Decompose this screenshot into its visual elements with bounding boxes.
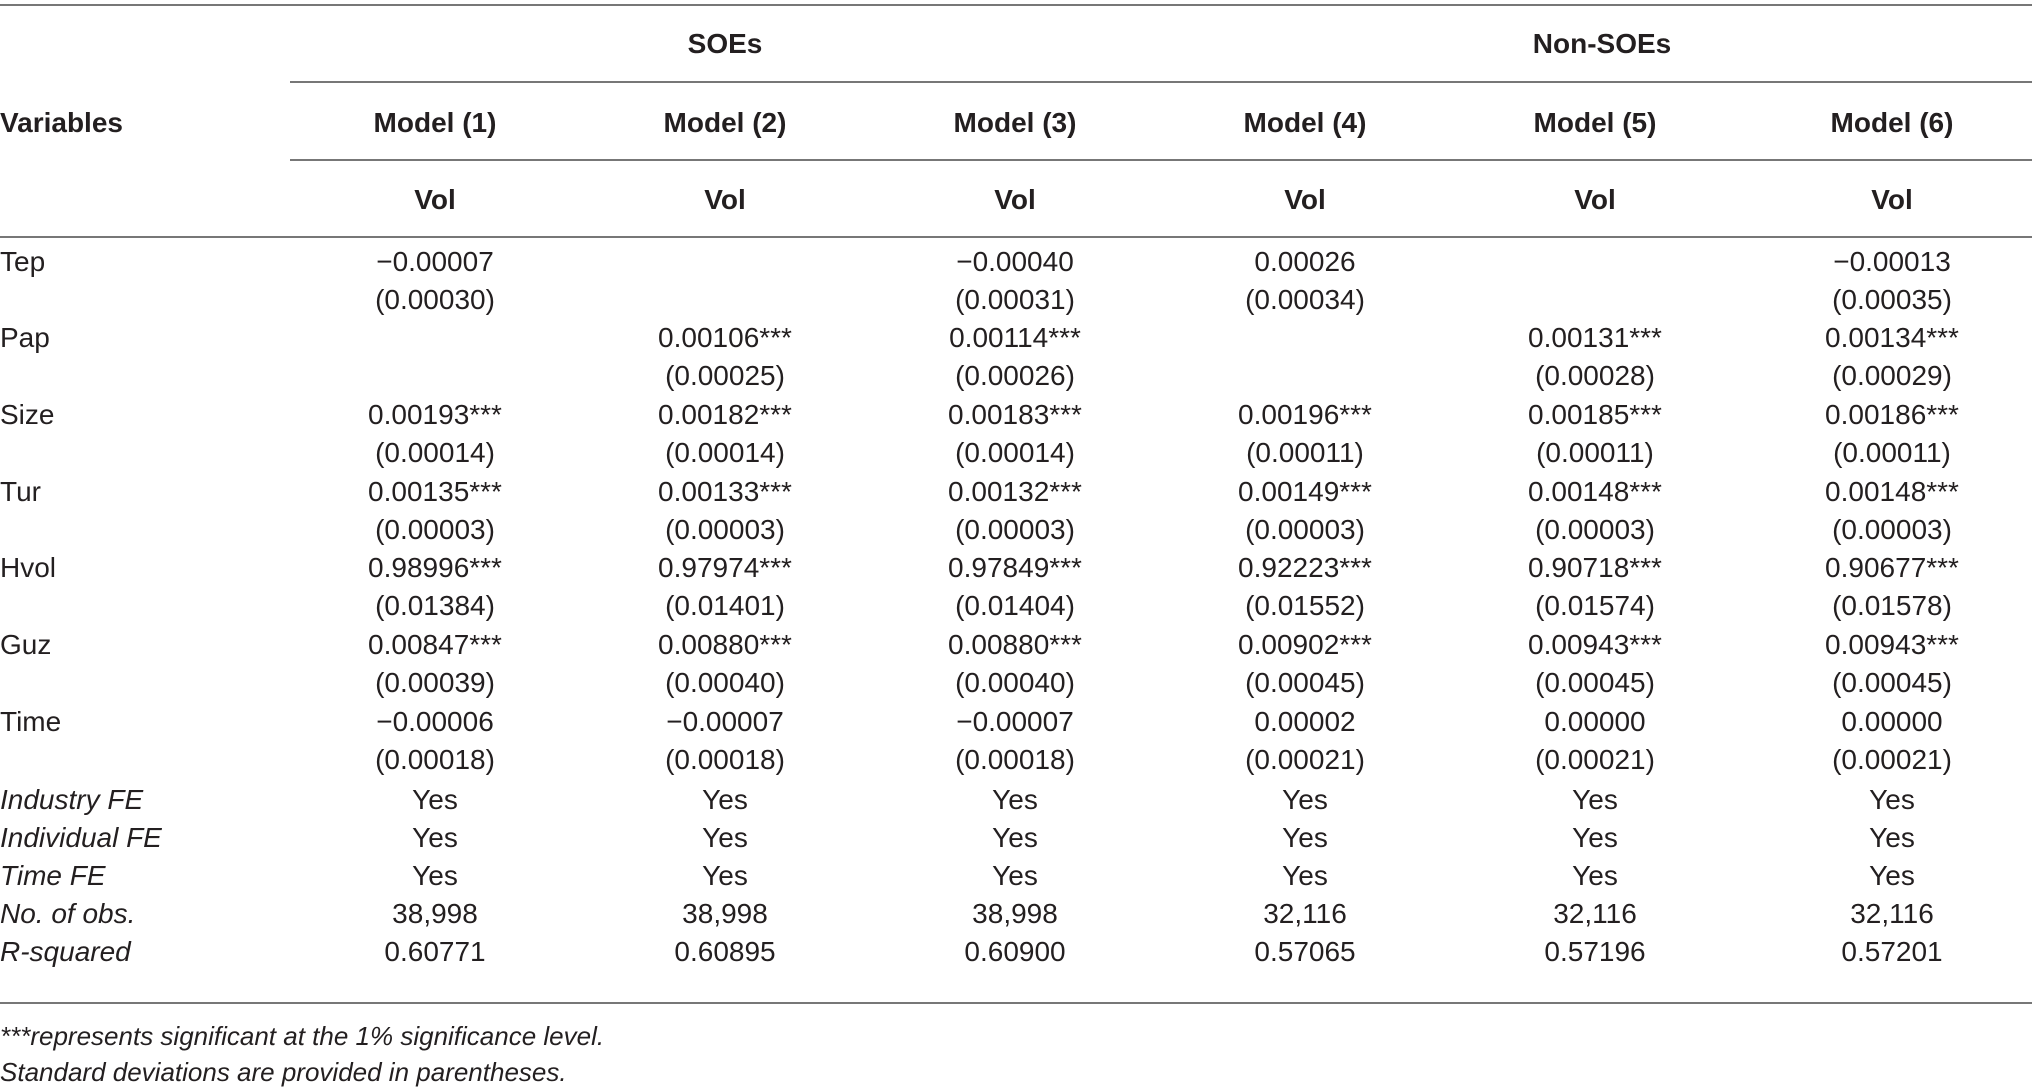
row-label: Size	[0, 399, 55, 430]
group-label-soes: SOEs	[687, 28, 763, 59]
row-label: Hvol	[0, 552, 57, 583]
coefficient-cell: 0.00196***	[1238, 399, 1372, 430]
standard-error-cell: (0.00035)	[1832, 284, 1952, 315]
coefficient-cell: 0.00943***	[1528, 629, 1662, 660]
standard-error-cell: (0.00011)	[1246, 437, 1364, 468]
row-label: Tur	[0, 476, 41, 507]
standard-error-cell: (0.01404)	[955, 590, 1075, 621]
coefficient-cell: 0.00847***	[368, 629, 502, 660]
coefficient-cell: 0.00148***	[1825, 476, 1959, 507]
stat-value-cell: Yes	[992, 822, 1038, 853]
standard-error-cell: (0.00003)	[1245, 514, 1365, 545]
standard-error-cell: (0.00031)	[955, 284, 1075, 315]
standard-error-cell: (0.00003)	[665, 514, 785, 545]
model-header: Model (2)	[663, 107, 787, 138]
coefficient-cell: −0.00007	[376, 246, 494, 277]
coefficient-cell: −0.00040	[956, 246, 1074, 277]
coefficient-cell: 0.00135***	[368, 476, 502, 507]
standard-error-cell: (0.00040)	[665, 667, 785, 698]
coefficient-cell: 0.00182***	[658, 399, 792, 430]
standard-error-cell: (0.00014)	[375, 437, 495, 468]
coefficient-cell: 0.00943***	[1825, 629, 1959, 660]
standard-error-cell: (0.00039)	[375, 667, 495, 698]
top-rule	[0, 4, 2032, 6]
coefficient-cell: 0.00000	[1841, 706, 1943, 737]
standard-error-cell: (0.00011)	[1833, 437, 1951, 468]
stat-value-cell: Yes	[1572, 784, 1618, 815]
stat-value-cell: Yes	[412, 822, 458, 853]
model-header: Model (4)	[1243, 107, 1367, 138]
group-label-non-soes: Non-SOEs	[1532, 28, 1672, 59]
stat-value-cell: Yes	[1282, 784, 1328, 815]
dependent-variable-header: Vol	[1871, 184, 1913, 215]
model-header: Model (3)	[953, 107, 1077, 138]
stat-value-cell: 0.57196	[1544, 936, 1646, 967]
stat-value-cell: Yes	[702, 784, 748, 815]
stat-value-cell: Yes	[412, 784, 458, 815]
stat-value-cell: Yes	[1869, 822, 1915, 853]
standard-error-cell: (0.00029)	[1832, 360, 1952, 391]
stat-label: Individual FE	[0, 822, 162, 853]
coefficient-cell: 0.00880***	[658, 629, 792, 660]
row-label: Guz	[0, 629, 52, 660]
dependent-variable-header: Vol	[414, 184, 456, 215]
bottom-rule	[0, 1002, 2032, 1004]
coefficient-cell: 0.00132***	[948, 476, 1082, 507]
model-header: Model (5)	[1533, 107, 1657, 138]
coefficient-cell: 0.00026	[1254, 246, 1356, 277]
group-rule	[290, 81, 2032, 83]
coefficient-cell: −0.00007	[956, 706, 1074, 737]
standard-error-cell: (0.00026)	[955, 360, 1075, 391]
coefficient-cell: −0.00007	[666, 706, 784, 737]
coefficient-cell: −0.00013	[1833, 246, 1951, 277]
coefficient-cell: 0.00880***	[948, 629, 1082, 660]
dependent-variable-header: Vol	[1574, 184, 1616, 215]
stat-label: R-squared	[0, 936, 131, 967]
stat-value-cell: Yes	[1869, 784, 1915, 815]
standard-error-cell: (0.00030)	[375, 284, 495, 315]
coefficient-cell: 0.00131***	[1528, 322, 1662, 353]
stat-value-cell: Yes	[1572, 860, 1618, 891]
dependent-variable-header: Vol	[704, 184, 746, 215]
stat-value-cell: 0.60900	[964, 936, 1066, 967]
standard-error-cell: (0.00003)	[1832, 514, 1952, 545]
stat-value-cell: Yes	[992, 784, 1038, 815]
coefficient-cell: 0.98996***	[368, 552, 502, 583]
coefficient-cell: 0.00902***	[1238, 629, 1372, 660]
coefficient-cell: 0.00002	[1254, 706, 1356, 737]
header-bottom-rule	[0, 236, 2032, 238]
stat-value-cell: 32,116	[1553, 898, 1637, 929]
standard-error-cell: (0.01384)	[375, 590, 495, 621]
stat-value-cell: Yes	[1572, 822, 1618, 853]
model-header: Model (6)	[1830, 107, 1954, 138]
stat-value-cell: Yes	[412, 860, 458, 891]
stat-value-cell: 0.57065	[1254, 936, 1356, 967]
stat-label: Time FE	[0, 860, 106, 891]
row-label: Tep	[0, 246, 46, 277]
stat-label: No. of obs.	[0, 898, 136, 929]
coefficient-cell: 0.00148***	[1528, 476, 1662, 507]
row-label: Time	[0, 706, 62, 737]
stat-value-cell: Yes	[992, 860, 1038, 891]
dependent-variable-header: Vol	[994, 184, 1036, 215]
stat-value-cell: Yes	[702, 822, 748, 853]
coefficient-cell: −0.00006	[376, 706, 494, 737]
standard-error-cell: (0.00034)	[1245, 284, 1365, 315]
stat-value-cell: 32,116	[1263, 898, 1347, 929]
standard-error-cell: (0.00018)	[665, 744, 785, 775]
stat-value-cell: Yes	[1869, 860, 1915, 891]
coefficient-cell: 0.00149***	[1238, 476, 1372, 507]
standard-error-cell: (0.00045)	[1535, 667, 1655, 698]
standard-error-cell: (0.00025)	[665, 360, 785, 391]
standard-error-cell: (0.00021)	[1535, 744, 1655, 775]
standard-error-cell: (0.00021)	[1832, 744, 1952, 775]
standard-error-cell: (0.01552)	[1245, 590, 1365, 621]
coefficient-cell: 0.00186***	[1825, 399, 1959, 430]
coefficient-cell: 0.90718***	[1528, 552, 1662, 583]
coefficient-cell: 0.92223***	[1238, 552, 1372, 583]
standard-error-cell: (0.00028)	[1535, 360, 1655, 391]
standard-error-cell: (0.00040)	[955, 667, 1075, 698]
standard-error-cell: (0.00014)	[955, 437, 1075, 468]
stat-value-cell: 38,998	[392, 898, 478, 929]
standard-error-cell: (0.01578)	[1832, 590, 1952, 621]
row-label: Pap	[0, 322, 50, 353]
significance-note: ***represents significant at the 1% significance level.	[0, 1021, 605, 1051]
coefficient-cell: 0.00185***	[1528, 399, 1662, 430]
standard-error-cell: (0.00003)	[375, 514, 495, 545]
stat-value-cell: 38,998	[972, 898, 1058, 929]
stat-value-cell: 32,116	[1850, 898, 1934, 929]
stat-value-cell: Yes	[1282, 822, 1328, 853]
standard-error-cell: (0.00003)	[1535, 514, 1655, 545]
coefficient-cell: 0.00133***	[658, 476, 792, 507]
stat-value-cell: Yes	[702, 860, 748, 891]
stat-value-cell: 38,998	[682, 898, 768, 929]
stat-value-cell: Yes	[1282, 860, 1328, 891]
parentheses-note: Standard deviations are provided in parentheses.	[0, 1057, 567, 1087]
standard-error-cell: (0.00045)	[1832, 667, 1952, 698]
coefficient-cell: 0.00000	[1544, 706, 1646, 737]
standard-error-cell: (0.00018)	[955, 744, 1075, 775]
coefficient-cell: 0.00114***	[949, 322, 1081, 353]
standard-error-cell: (0.00011)	[1536, 437, 1654, 468]
coefficient-cell: 0.97974***	[658, 552, 792, 583]
coefficient-cell: 0.00106***	[658, 322, 792, 353]
coefficient-cell: 0.00183***	[948, 399, 1082, 430]
stat-value-cell: 0.57201	[1841, 936, 1943, 967]
coefficient-cell: 0.00193***	[368, 399, 502, 430]
standard-error-cell: (0.01574)	[1535, 590, 1655, 621]
standard-error-cell: (0.00021)	[1245, 744, 1365, 775]
standard-error-cell: (0.00014)	[665, 437, 785, 468]
stat-label: Industry FE	[0, 784, 144, 815]
standard-error-cell: (0.00003)	[955, 514, 1075, 545]
model-rule	[290, 159, 2032, 161]
standard-error-cell: (0.00018)	[375, 744, 495, 775]
stat-value-cell: 0.60895	[674, 936, 776, 967]
coefficient-cell: 0.00134***	[1825, 322, 1959, 353]
stat-value-cell: 0.60771	[384, 936, 486, 967]
variables-header: Variables	[0, 107, 123, 138]
standard-error-cell: (0.01401)	[665, 590, 785, 621]
dependent-variable-header: Vol	[1284, 184, 1326, 215]
model-header: Model (1)	[373, 107, 497, 138]
coefficient-cell: 0.90677***	[1825, 552, 1959, 583]
coefficient-cell: 0.97849***	[948, 552, 1082, 583]
standard-error-cell: (0.00045)	[1245, 667, 1365, 698]
